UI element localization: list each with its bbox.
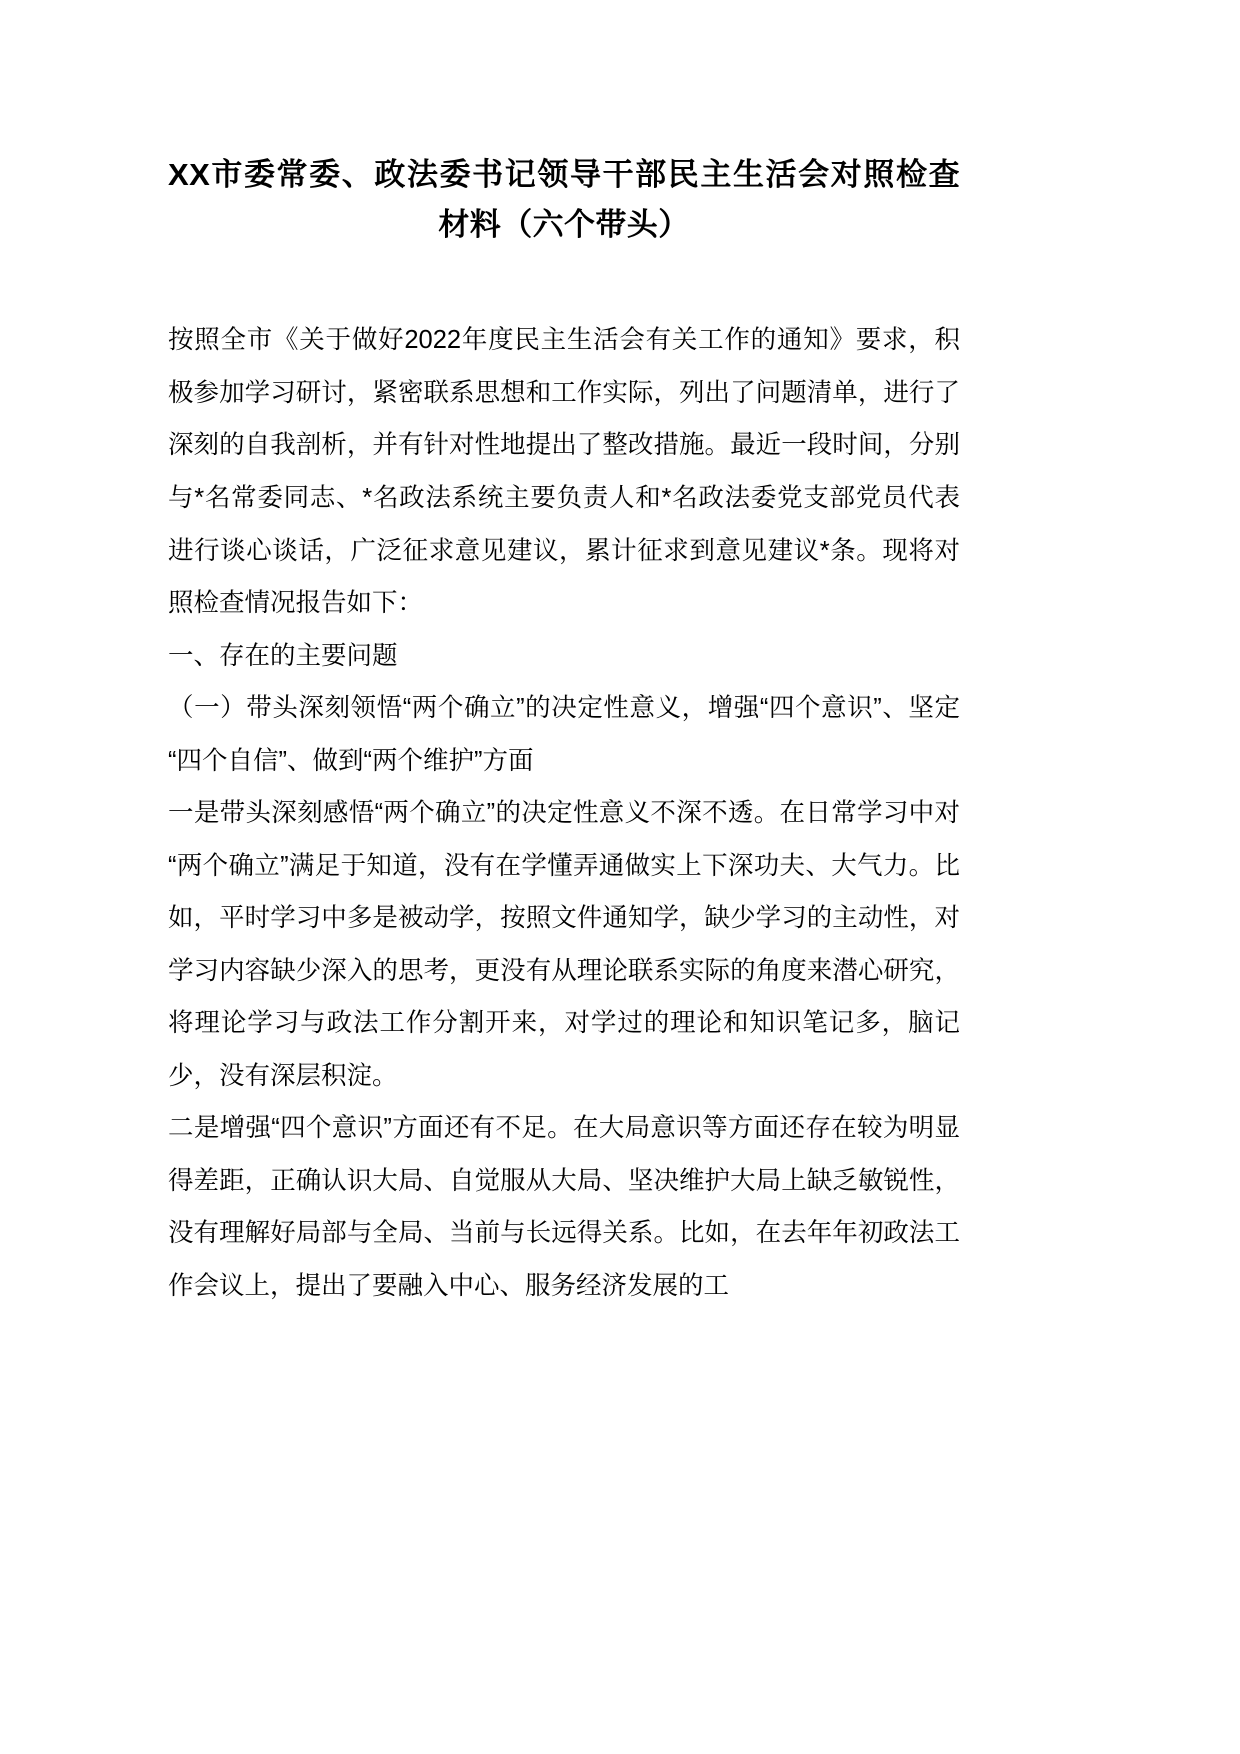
page-title: XX市委常委、政法委书记领导干部民主生活会对照检查材料（六个带头） — [168, 157, 960, 243]
page-content — [168, 150, 960, 1312]
heading-section-one: 一、存在的主要问题 — [168, 641, 398, 670]
paragraph-item-two: 二是增强“四个意识”方面还有不足。在大局意识等方面还存在较为明显得差距，正确认识大局、自觉服从大局、坚决维护大局上缺乏敏锐性，没有理解好局部与全局、当前与长远得关系。比如，在去年年初政法工作会议上，提出了要融入中心、服务经济发展的工 — [168, 1114, 960, 1300]
paragraph-item-one: 一是带头深刻感悟“两个确立”的决定性意义不深不透。在日常学习中对“两个确立”满足于知道，没有在学懂弄通做实上下深功夫、大气力。比如，平时学习中多是被动学，按照文件通知学，缺少学习的主动性，对学习内容缺少深入的思考，更没有从理论联系实际的角度来潜心研究，将理论学习与政法工作分割开来，对学过的理论和知识笔记多，脑记少，没有深层积淀。 — [168, 799, 960, 1090]
heading-subsection-one-one: （一）带头深刻领悟“两个确立”的决定性意义，增强“四个意识”、坚定“四个自信”、做到“两个维护”方面 — [168, 694, 960, 775]
paragraph-intro: 按照全市《关于做好2022年度民主生活会有关工作的通知》要求，积极参加学习研讨，紧密联系思想和工作实际，列出了问题清单，进行了深刻的自我剖析，并有针对性地提出了整改措施。最近一段时间，分别与*名常委同志、*名政法系统主要负责人和*名政法委党支部党员代表进行谈心谈话，广泛征求意见建议，累计征求到意见建议*条。现将对照检查情况报告如下： — [168, 326, 960, 618]
title-spacer — [168, 250, 960, 314]
